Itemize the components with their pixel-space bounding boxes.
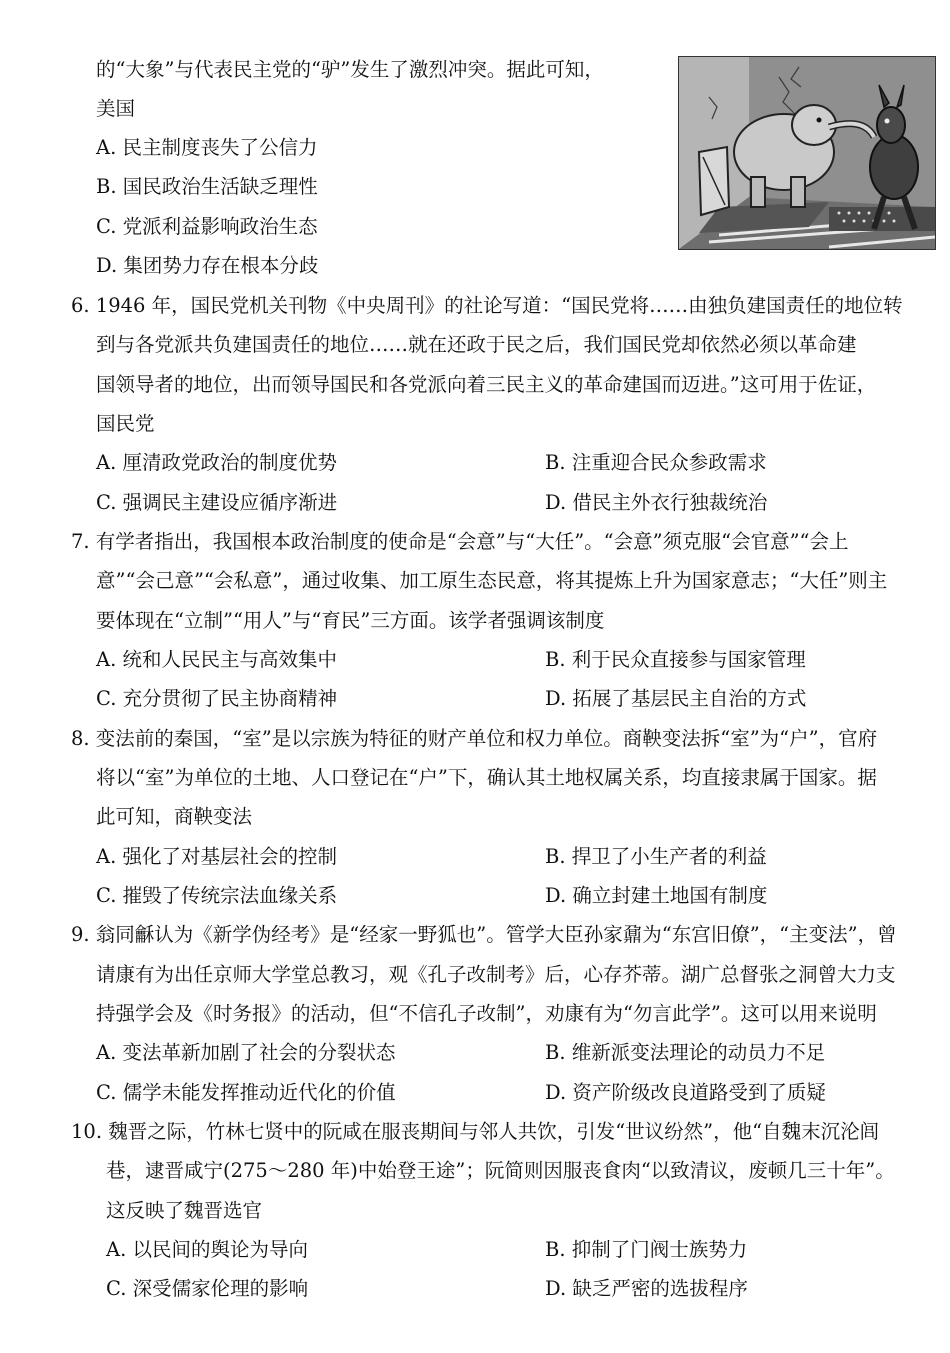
q7-stem-line-1: 7. 有学者指出，我国根本政治制度的使命是“会意”与“大任”。“会意”须克服“会官意”“会上 [71,530,849,553]
q8-stem-line-1: 8. 变法前的秦国，“室”是以宗族为特征的财产单位和权力单位。商鞅变法拆“室”为“户”，官府 [71,727,878,750]
q10-option-b[interactable]: B. 抑制了门阀士族势力 [545,1238,748,1261]
q9-option-c[interactable]: C. 儒学未能发挥推动近代化的价值 [96,1081,396,1104]
q9-stem-line-2: 请康有为出任京师大学堂总教习，观《孔子改制考》后，心存芥蒂。湖广总督张之洞曾大力支 [96,963,896,986]
q6-option-b[interactable]: B. 注重迎合民众参政需求 [545,451,767,474]
q8-stem-line-2: 将以“室”为单位的土地、人口登记在“户”下，确认其土地权属关系，均直接隶属于国家。据 [96,766,877,789]
q7-option-a[interactable]: A. 统和人民民主与高效集中 [96,648,337,671]
q9-option-d[interactable]: D. 资产阶级改良道路受到了质疑 [545,1081,826,1104]
q7-option-c[interactable]: C. 充分贯彻了民主协商精神 [96,687,338,710]
q9-option-a[interactable]: A. 变法革新加剧了社会的分裂状态 [96,1041,396,1064]
q5-stem-line-2: 美国 [96,97,136,120]
q5-option-b[interactable]: B. 国民政治生活缺乏理性 [96,175,318,198]
q8-option-a[interactable]: A. 强化了对基层社会的控制 [96,845,337,868]
q6-stem-line-4: 国民党 [96,412,155,435]
q10-option-d[interactable]: D. 缺乏严密的选拔程序 [545,1277,748,1300]
elephant-donkey-cartoon-image [678,56,936,250]
q10-stem-line-1: 10. 魏晋之际，竹林七贤中的阮咸在服丧期间与邻人共饮，引发“世议纷然”，他“自魏末沉沦闾 [71,1120,880,1143]
q8-option-d[interactable]: D. 确立封建土地国有制度 [545,884,768,907]
q6-option-d[interactable]: D. 借民主外衣行独裁统治 [545,491,768,514]
q6-stem-line-1: 6. 1946 年，国民党机关刊物《中央周刊》的社论写道：“国民党将……由独负建国责任的地位转 [71,294,903,317]
q6-option-c[interactable]: C. 强调民主建设应循序渐进 [96,491,338,514]
q8-stem-line-3: 此可知，商鞅变法 [96,805,253,828]
q10-stem-line-3: 这反映了魏晋选官 [106,1199,263,1222]
q8-option-b[interactable]: B. 捍卫了小生产者的利益 [545,845,767,868]
q6-stem-line-3: 国领导者的地位，出而领导国民和各党派向着三民主义的革命建国而迈进。”这可用于佐证， [96,373,877,396]
q5-option-a[interactable]: A. 民主制度丧失了公信力 [96,136,318,159]
q10-option-c[interactable]: C. 深受儒家伦理的影响 [106,1277,309,1300]
q7-stem-line-3: 要体现在“立制”“用人”与“育民”三方面。该学者强调该制度 [96,609,605,632]
q7-stem-line-2: 意”“会己意”“会私意”，通过收集、加工原生态民意，将其提炼上升为国家意志；“大任”则主 [96,569,888,592]
q5-stem-line-1: 的“大象”与代表民主党的“驴”发生了激烈冲突。据此可知， [96,58,604,81]
q6-stem-line-2: 到与各党派共负建国责任的地位……就在还政于民之后，我们国民党却依然必须以革命建 [96,333,857,356]
q9-stem-line-3: 持强学会及《时务报》的活动，但“不信孔子改制”，劝康有为“勿言此学”。这可以用来说明 [96,1002,877,1025]
q7-option-d[interactable]: D. 拓展了基层民主自治的方式 [545,687,807,710]
q8-option-c[interactable]: C. 摧毁了传统宗法血缘关系 [96,884,338,907]
q5-option-d[interactable]: D. 集团势力存在根本分歧 [96,254,319,277]
q10-stem-line-2: 巷，逮晋咸宁(275～280 年)中始登王途”；阮简则因服丧食肉“以致清议，废顿几三十年”。 [106,1159,895,1182]
q7-option-b[interactable]: B. 利于民众直接参与国家管理 [545,648,806,671]
q5-option-c[interactable]: C. 党派利益影响政治生态 [96,215,318,238]
q9-stem-line-1: 9. 翁同龢认为《新学伪经考》是“经家一野狐也”。管学大臣孙家鼐为“东宫旧僚”，“主变法”，曾 [71,923,897,946]
q6-option-a[interactable]: A. 厘清政党政治的制度优势 [96,451,337,474]
q9-option-b[interactable]: B. 维新派变法理论的动员力不足 [545,1041,826,1064]
q10-option-a[interactable]: A. 以民间的舆论为导向 [106,1238,308,1261]
